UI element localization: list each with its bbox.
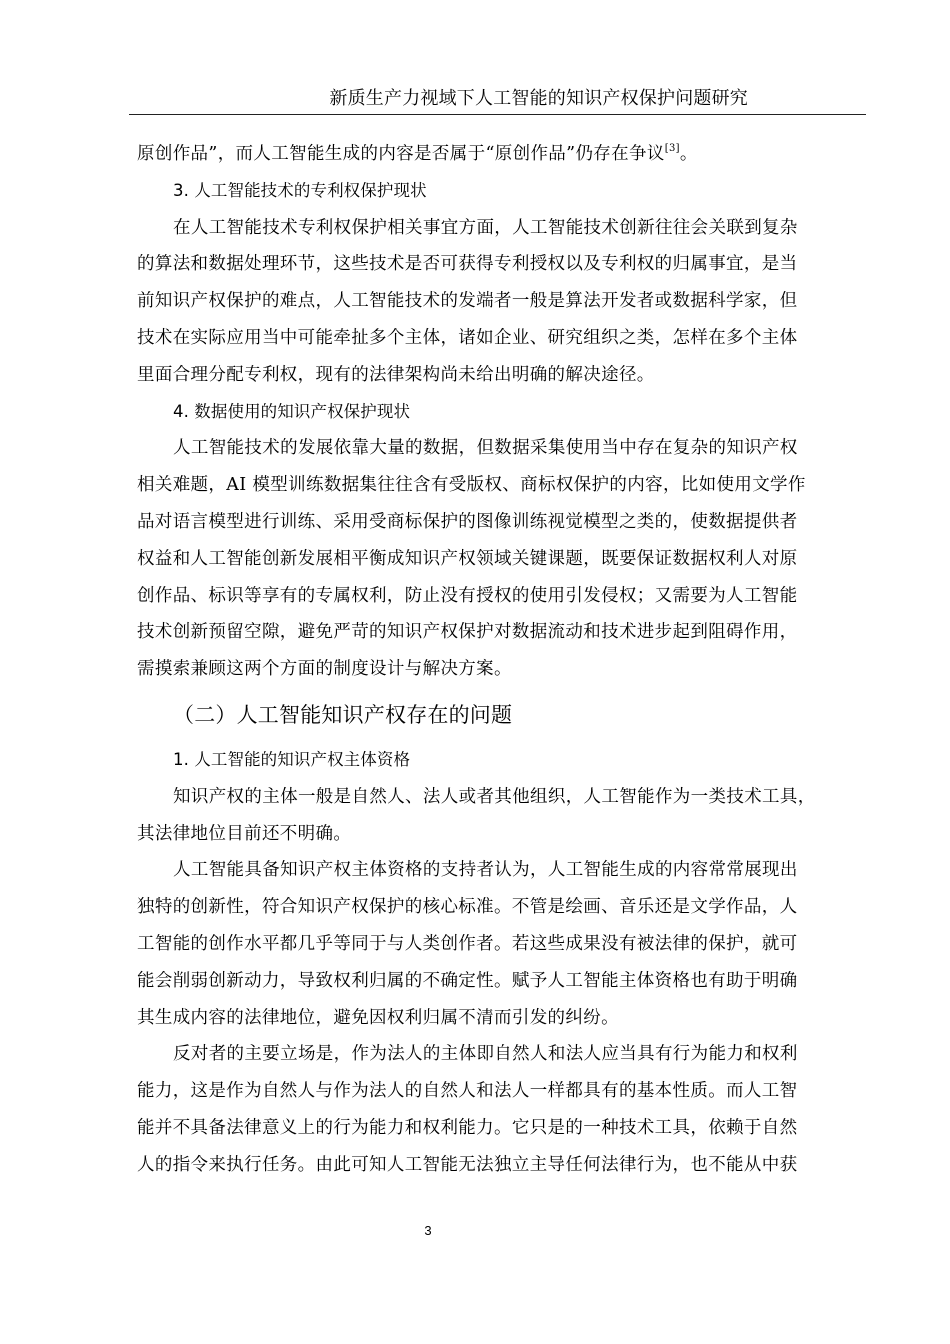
paragraph-line: 人工智能具备知识产权主体资格的支持者认为，人工智能生成的内容常常展现出 (173, 860, 798, 881)
continuation-text: 原创作品”，而人工智能生成的内容是否属于“原创作品”仍存在争议 (137, 144, 665, 164)
header-rule (129, 114, 866, 115)
paragraph-line: 需摸索兼顾这两个方面的制度设计与解决方案。 (137, 659, 512, 680)
paragraph-line: 反对者的主要立场是，作为法人的主体即自然人和法人应当具有行为能力和权利 (173, 1044, 798, 1065)
paragraph-line: 独特的创新性，符合知识产权保护的核心标准。不管是绘画、音乐还是文学作品，人 (137, 897, 798, 918)
paragraph-line: 相关难题，AI 模型训练数据集往往含有受版权、商标权保护的内容，比如使用文学作 (137, 475, 806, 496)
paragraph-line: 工智能的创作水平都几乎等同于与人类创作者。若这些成果没有被法律的保护，就可 (137, 933, 798, 954)
paragraph-line: 创作品、标识等享有的专属权利，防止没有授权的使用引发侵权；又需要为人工智能 (137, 585, 798, 606)
running-header: 新质生产力视域下人工智能的知识产权保护问题研究 (329, 88, 748, 109)
page-body (137, 136, 853, 1184)
section-heading-2: （二）人工智能知识产权存在的问题 (173, 702, 513, 727)
paragraph-line: 能会削弱创新动力，导致权利归属的不确定性。赋予人工智能主体资格也有助于明确 (137, 970, 798, 991)
paragraph-line: 前知识产权保护的难点，人工智能技术的发端者一般是算法开发者或数据科学家，但 (137, 291, 798, 312)
paragraph-line: 权益和人工智能创新发展相平衡成知识产权领域关键课题，既要保证数据权利人对原 (137, 548, 798, 569)
continuation-line (137, 136, 853, 173)
paragraph-line: 在人工智能技术专利权保护相关事宜方面，人工智能技术创新往往会关联到复杂 (173, 217, 798, 238)
subsection-heading-3: 3. 人工智能技术的专利权保护现状 (173, 180, 427, 200)
paragraph-line: 知识产权的主体一般是自然人、法人或者其他组织，人工智能作为一类技术工具， (173, 786, 816, 807)
paragraph-line: 技术在实际应用当中可能牵扯多个主体，诸如企业、研究组织之类，怎样在多个主体 (137, 327, 798, 348)
paragraph-line: 的算法和数据处理环节，这些技术是否可获得专利授权以及专利权的归属事宜，是当 (137, 254, 798, 275)
paragraph-line: 其法律地位目前还不明确。 (137, 823, 352, 844)
paragraph-line: 能并不具备法律意义上的行为能力和权利能力。它只是的一种技术工具，依赖于自然 (137, 1117, 798, 1138)
paragraph-line: 人的指令来执行任务。由此可知人工智能无法独立主导任何法律行为，也不能从中获 (137, 1154, 798, 1175)
paragraph-line: 品对语言模型进行训练、采用受商标保护的图像训练视觉模型之类的，使数据提供者 (137, 511, 798, 532)
citation-ref: [3] (664, 143, 680, 154)
continuation-end: 。 (679, 144, 698, 164)
paragraph-line: 其生成内容的法律地位，避免因权利归属不清而引发的纠纷。 (137, 1007, 619, 1028)
page-number: 3 (424, 1223, 432, 1238)
subsection-heading-4: 4. 数据使用的知识产权保护现状 (173, 401, 411, 421)
paragraph-line: 里面合理分配专利权，现有的法律架构尚未给出明确的解决途径。 (137, 364, 655, 385)
paragraph-line: 技术创新预留空隙，避免严苛的知识产权保护对数据流动和技术进步起到阻碍作用， (137, 622, 798, 643)
paragraph-line: 人工智能技术的发展依靠大量的数据，但数据采集使用当中存在复杂的知识产权 (173, 438, 798, 459)
paragraph-line: 能力，这是作为自然人与作为法人的自然人和法人一样都具有的基本性质。而人工智 (137, 1081, 798, 1102)
subsection-heading-1: 1. 人工智能的知识产权主体资格 (173, 749, 411, 769)
